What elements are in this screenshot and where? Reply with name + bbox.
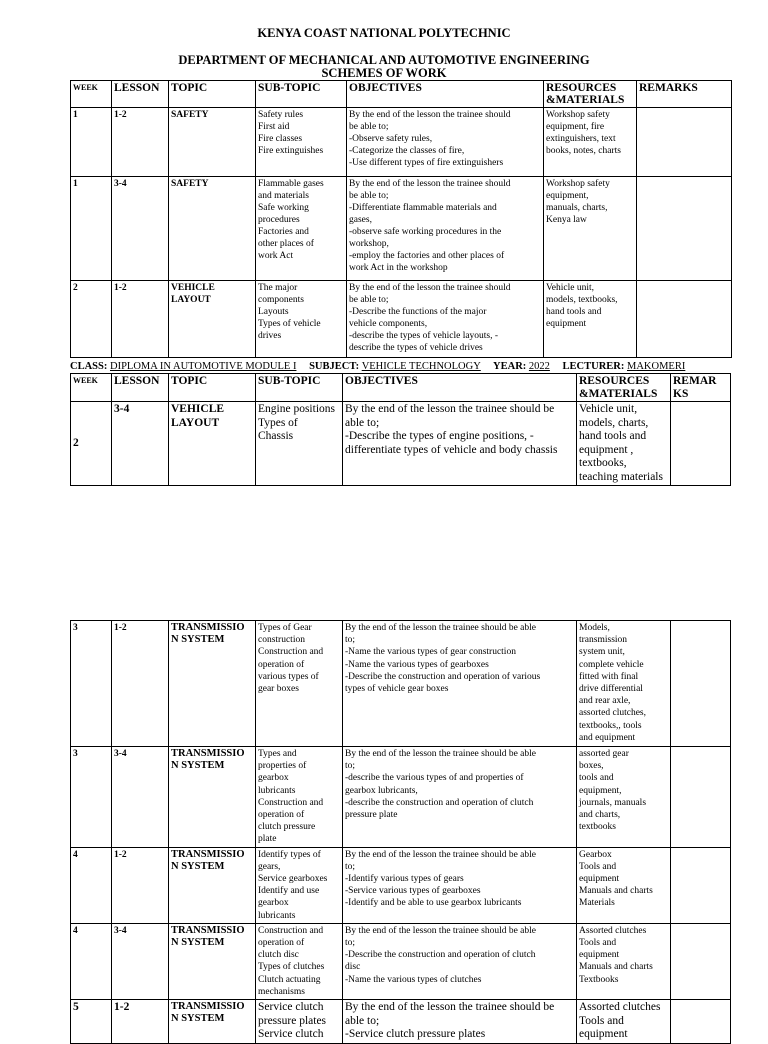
resources-line: Workshop safety xyxy=(546,110,610,120)
topic-line: VEHICLE xyxy=(171,283,215,293)
table-row xyxy=(71,1000,731,1044)
week-cell: 2 xyxy=(71,402,112,486)
subtopic-cell xyxy=(256,108,347,177)
subtopic-line: procedures xyxy=(258,215,300,225)
lesson-cell: 3-4 xyxy=(112,923,169,999)
topic-line: N SYSTEM xyxy=(171,936,225,948)
resources-line: Workshop safety xyxy=(546,179,610,189)
objectives-cell xyxy=(343,621,577,747)
col-resources-header: RESOURCES &MATERIALS xyxy=(577,374,671,402)
subtopic-line: Service gearboxes xyxy=(258,874,328,885)
resources-line: manuals, charts, xyxy=(546,203,608,213)
col-week-header: WEEK xyxy=(71,81,112,108)
objectives-line: be able to; xyxy=(349,295,389,305)
subtopic-cell xyxy=(256,747,343,848)
lesson-cell: 1-2 xyxy=(112,847,169,923)
subtopic-line: Fire extinguishes xyxy=(258,146,324,156)
table-header-row xyxy=(71,81,732,108)
col-lesson-header: LESSON xyxy=(112,81,169,108)
objectives-line: gases, xyxy=(349,215,372,225)
table-row xyxy=(71,281,732,358)
week-cell: 3 xyxy=(71,621,112,747)
subtopic-line: construction xyxy=(258,635,305,646)
objectives-line: -Describe the functions of the major xyxy=(349,307,487,317)
subtopic-line: lubricants xyxy=(258,785,296,796)
resources-line: equipment xyxy=(579,1028,628,1041)
subtopic-line: operation of xyxy=(258,659,305,670)
objectives-cell xyxy=(343,847,577,923)
col-subtopic-header: SUB-TOPIC xyxy=(256,374,343,402)
resources-line: models, textbooks, xyxy=(546,295,618,305)
objectives-line: -Describe the construction and operation of various xyxy=(345,671,541,682)
objectives-line: differentiate types of vehicle and body chassis xyxy=(345,443,558,456)
resources-line: Kenya law xyxy=(546,215,587,225)
topic-line: LAYOUT xyxy=(171,295,211,305)
col-objectives-header: OBJECTIVES xyxy=(343,374,577,402)
objectives-line: -Categorize the classes of fire, xyxy=(349,146,465,156)
table-row xyxy=(71,923,731,999)
subtopic-line: gear boxes xyxy=(258,684,299,695)
department-title: DEPARTMENT OF MECHANICAL AND AUTOMOTIVE ENGINEERING xyxy=(178,53,590,67)
resources-line: teaching materials xyxy=(579,470,663,483)
objectives-line: -describe the various types of and properties of xyxy=(345,773,524,784)
topic-line: TRANSMISSIO xyxy=(171,622,245,633)
objectives-line: By the end of the lesson the trainee should xyxy=(349,283,511,293)
topic-cell xyxy=(169,747,256,848)
resources-line: models, charts, xyxy=(579,416,649,429)
objectives-line: gearbox lubricants, xyxy=(345,785,418,796)
topic-line: N SYSTEM xyxy=(171,760,225,771)
objectives-line: -Service various types of gearboxes xyxy=(345,886,481,897)
col-week-header: WEEK xyxy=(71,374,112,402)
resources-line: fitted with final xyxy=(579,671,639,682)
objectives-line: -employ the factories and other places of xyxy=(349,251,505,261)
objectives-line: -describe the construction and operation of clutch xyxy=(345,797,534,808)
objectives-line: describe the types of vehicle drives xyxy=(349,343,483,353)
remarks-cell xyxy=(671,402,731,486)
subtopic-line: pressure plates xyxy=(258,1014,327,1027)
topic-line: VEHICLE xyxy=(171,403,225,415)
resources-line: Manuals and charts xyxy=(579,962,653,973)
subtopic-line: Types of xyxy=(258,416,298,429)
remarks-cell xyxy=(671,923,731,999)
topic-cell xyxy=(169,923,256,999)
subtopic-line: gears, xyxy=(258,861,281,872)
topic-cell xyxy=(169,281,256,358)
resources-line: equipment , xyxy=(579,443,634,456)
lesson-cell: 1-2 xyxy=(112,621,169,747)
resources-cell xyxy=(577,402,671,486)
subtopic-line: Construction and xyxy=(258,647,324,658)
resources-line: journals, manuals xyxy=(579,797,647,808)
objectives-cell xyxy=(343,747,577,848)
document-title: SCHEMES OF WORK xyxy=(321,66,447,80)
objectives-line: able to; xyxy=(345,416,380,429)
col-subtopic-header: SUB-TOPIC xyxy=(256,81,347,108)
resources-line: equipment xyxy=(546,319,587,329)
remarks-cell xyxy=(637,108,732,177)
objectives-line: -Describe the construction and operation of clutch xyxy=(345,950,536,961)
subtopic-cell xyxy=(256,621,343,747)
subtopic-line: Types of clutches xyxy=(258,962,325,973)
week-cell: 1 xyxy=(71,177,112,281)
week-cell: 4 xyxy=(71,923,112,999)
objectives-cell xyxy=(343,923,577,999)
week-cell: 2 xyxy=(71,281,112,358)
topic-line: N SYSTEM xyxy=(171,1013,225,1025)
subtopic-line: Safe working xyxy=(258,203,309,213)
subtopic-line: properties of xyxy=(258,761,307,772)
class-value: DIPLOMA IN AUTOMOTIVE MODULE I xyxy=(109,361,297,372)
objectives-line: -Identify various types of gears xyxy=(345,874,464,885)
subtopic-cell xyxy=(256,177,347,281)
resources-line: and charts, xyxy=(579,810,621,821)
subtopic-line: Types of Gear xyxy=(258,623,312,633)
subtopic-cell xyxy=(256,1000,343,1044)
resources-line: complete vehicle xyxy=(579,659,644,670)
lesson-cell: 1-2 xyxy=(112,1000,169,1044)
resources-line: extinguishers, text xyxy=(546,134,616,144)
topic-cell xyxy=(169,1000,256,1044)
objectives-line: vehicle components, xyxy=(349,319,428,329)
objectives-line: -Observe safety rules, xyxy=(349,134,433,144)
resources-line: Tools and xyxy=(579,938,617,949)
lesson-cell: 3-4 xyxy=(112,402,169,486)
table-row xyxy=(71,108,732,177)
scheme-table-1 xyxy=(70,80,732,358)
resources-line: books, notes, charts xyxy=(546,146,621,156)
topic-cell xyxy=(169,402,256,486)
resources-line: hand tools and xyxy=(546,307,602,317)
resources-line: Materials xyxy=(579,898,615,909)
topic-line: N SYSTEM xyxy=(171,634,225,645)
objectives-line: -Differentiate flammable materials and xyxy=(349,203,497,213)
subtopic-cell xyxy=(256,923,343,999)
lesson-cell: 3-4 xyxy=(112,177,169,281)
topic-line: LAYOUT xyxy=(171,416,220,429)
lesson-cell: 1-2 xyxy=(112,281,169,358)
objectives-line: -Name the various types of gearboxes xyxy=(345,659,489,670)
objectives-cell xyxy=(347,281,544,358)
resources-line: Models, xyxy=(579,623,610,633)
resources-line: tools and xyxy=(579,773,614,784)
col-topic-header: TOPIC xyxy=(169,374,256,402)
subtopic-line: gearbox xyxy=(258,898,289,909)
subtopic-line: Construction and xyxy=(258,797,324,808)
objectives-line: By the end of the lesson the trainee should xyxy=(349,179,511,189)
resources-cell xyxy=(577,847,671,923)
objectives-line: By the end of the lesson the trainee should be able xyxy=(345,849,537,860)
col-lesson-header: LESSON xyxy=(112,374,169,402)
subtopic-line: Layouts xyxy=(258,307,289,317)
resources-line: Vehicle unit, xyxy=(546,283,595,293)
table-row xyxy=(71,747,731,848)
resources-cell xyxy=(577,1000,671,1044)
objectives-line: By the end of the lesson the trainee should be xyxy=(345,1001,555,1014)
objectives-line: to; xyxy=(345,761,356,772)
objectives-line: -Describe the types of engine positions, - xyxy=(345,430,534,442)
topic-cell: SAFETY xyxy=(169,108,256,177)
table-row xyxy=(71,621,731,747)
objectives-line: -Name the various types of gear construction xyxy=(345,647,516,658)
resources-line: Tools and xyxy=(579,861,617,872)
col-topic-header: TOPIC xyxy=(169,81,256,108)
subject-value: VEHICLE TECHNOLOGY xyxy=(361,361,481,372)
subtopic-line: Identify and use xyxy=(258,886,320,897)
resources-line: textbooks,, tools xyxy=(579,720,642,731)
subtopic-cell xyxy=(256,281,347,358)
col-resources-header: RESOURCES &MATERIALS xyxy=(544,81,637,108)
topic-line: N SYSTEM xyxy=(171,860,225,872)
subtopic-line: Safety rules xyxy=(258,110,304,120)
subtopic-line: clutch pressure xyxy=(258,822,316,833)
resources-line: Textbooks xyxy=(579,974,619,985)
col-remarks-header: REMARKS xyxy=(637,81,732,108)
objectives-line: types of vehicle gear boxes xyxy=(345,684,449,695)
objectives-cell xyxy=(343,402,577,486)
resources-line: equipment xyxy=(579,874,620,885)
topic-line: TRANSMISSIO xyxy=(171,748,245,759)
subtopic-line: and materials xyxy=(258,191,309,201)
topic-line: TRANSMISSIO xyxy=(171,924,245,936)
subtopic-line: components xyxy=(258,295,304,305)
objectives-line: to; xyxy=(345,635,356,646)
remarks-cell xyxy=(671,747,731,848)
resources-line: Assorted clutches xyxy=(579,925,647,936)
table-1-body xyxy=(71,108,732,358)
resources-line: Manuals and charts xyxy=(579,886,653,897)
table-2-body xyxy=(71,402,731,486)
lecturer-value: MAKOMERI xyxy=(627,361,686,372)
subtopic-line: Chassis xyxy=(258,430,294,442)
resources-line: and rear axle, xyxy=(579,696,631,707)
subtopic-line: operation of xyxy=(258,938,305,949)
resources-line: Vehicle unit, xyxy=(579,403,638,415)
subtopic-line: plate xyxy=(258,834,277,845)
lesson-cell: 3-4 xyxy=(112,747,169,848)
resources-line: equipment, fire xyxy=(546,122,605,132)
week-cell: 5 xyxy=(71,1000,112,1044)
resources-line: equipment xyxy=(579,950,620,961)
lesson-cell: 1-2 xyxy=(112,108,169,177)
objectives-line: By the end of the lesson the trainee should be able xyxy=(345,749,537,759)
objectives-cell xyxy=(347,177,544,281)
subtopic-line: Flammable gases xyxy=(258,179,324,189)
resources-line: assorted gear xyxy=(579,749,629,759)
week-cell: 4 xyxy=(71,847,112,923)
subtopic-line: lubricants xyxy=(258,910,296,921)
objectives-line: By the end of the lesson the trainee should be xyxy=(345,403,555,415)
objectives-line: pressure plate xyxy=(345,810,398,821)
subtopic-line: Fire classes xyxy=(258,134,303,144)
year-value: 2022 xyxy=(528,361,550,372)
resources-line: Gearbox xyxy=(579,849,612,860)
objectives-line: workshop, xyxy=(349,239,389,249)
subtopic-line: Construction and xyxy=(258,925,324,936)
resources-line: textbooks, xyxy=(579,457,627,469)
objectives-line: -observe safe working procedures in the xyxy=(349,227,502,237)
subtopic-line: operation of xyxy=(258,810,305,821)
objectives-line: able to; xyxy=(345,1014,380,1027)
resources-line: and equipment xyxy=(579,732,636,743)
table-3-body xyxy=(71,621,731,1044)
subtopic-line: Service clutch xyxy=(258,1001,324,1014)
class-info-line: CLASS: DIPLOMA IN AUTOMOTIVE MODULE I SUBJECT: VEHICLE TECHNOLOGY YEAR: 2022 LECTURER: MAKOMERI xyxy=(70,361,686,372)
col-remarks-header: REMAR KS xyxy=(671,374,731,402)
objectives-line: disc xyxy=(345,962,361,973)
table-row xyxy=(71,177,732,281)
resources-cell xyxy=(577,923,671,999)
subtopic-line: gearbox xyxy=(258,773,289,784)
institution-title: KENYA COAST NATIONAL POLYTECHNIC xyxy=(257,26,511,40)
remarks-cell xyxy=(637,177,732,281)
resources-line: equipment, xyxy=(579,785,622,796)
subtopic-cell xyxy=(256,847,343,923)
resources-line: boxes, xyxy=(579,761,604,772)
topic-line: TRANSMISSIO xyxy=(171,1001,245,1013)
subtopic-line: Clutch actuating xyxy=(258,974,321,985)
resources-line: Assorted clutches xyxy=(579,1001,661,1014)
table-row xyxy=(71,402,731,486)
remarks-cell xyxy=(637,281,732,358)
resources-cell xyxy=(577,747,671,848)
objectives-line: be able to; xyxy=(349,122,389,132)
topic-cell xyxy=(169,621,256,747)
resources-line: drive differential xyxy=(579,684,643,695)
topic-cell xyxy=(169,847,256,923)
subtopic-line: Factories and xyxy=(258,227,309,237)
subtopic-line: Types of vehicle xyxy=(258,319,321,329)
subtopic-line: Identify types of xyxy=(258,849,321,860)
resources-line: Tools and xyxy=(579,1014,624,1027)
remarks-cell xyxy=(671,1000,731,1044)
remarks-cell xyxy=(671,621,731,747)
subtopic-cell xyxy=(256,402,343,486)
remarks-cell xyxy=(671,847,731,923)
objectives-line: By the end of the lesson the trainee should be able xyxy=(345,623,537,633)
topic-cell: SAFETY xyxy=(169,177,256,281)
objectives-line: By the end of the lesson the trainee should be able xyxy=(345,925,537,936)
subtopic-line: Engine positions xyxy=(258,403,335,415)
resources-line: equipment, xyxy=(546,191,589,201)
topic-line: TRANSMISSIO xyxy=(171,848,245,860)
resources-cell xyxy=(544,177,637,281)
resources-cell xyxy=(577,621,671,747)
table-header-row xyxy=(71,374,731,402)
table-row xyxy=(71,847,731,923)
objectives-cell xyxy=(347,108,544,177)
week-cell: 1 xyxy=(71,108,112,177)
objectives-line: -Service clutch pressure plates xyxy=(345,1028,486,1041)
resources-line: system unit, xyxy=(579,647,625,658)
objectives-line: -Use different types of fire extinguishers xyxy=(349,158,504,168)
resources-line: hand tools and xyxy=(579,430,647,442)
resources-line: assorted clutches, xyxy=(579,708,647,719)
subtopic-line: The major xyxy=(258,283,298,293)
resources-cell xyxy=(544,281,637,358)
objectives-line: to; xyxy=(345,938,356,949)
subtopic-line: other places of xyxy=(258,239,314,249)
subtopic-line: mechanisms xyxy=(258,986,305,997)
objectives-line: be able to; xyxy=(349,191,389,201)
objectives-line: -Name the various types of clutches xyxy=(345,974,482,985)
resources-cell xyxy=(544,108,637,177)
objectives-line: By the end of the lesson the trainee should xyxy=(349,110,511,120)
scheme-table-2 xyxy=(70,373,731,486)
objectives-line: -Identify and be able to use gearbox lubricants xyxy=(345,898,522,909)
objectives-line: work Act in the workshop xyxy=(349,263,448,273)
objectives-cell xyxy=(343,1000,577,1044)
subtopic-line: Types and xyxy=(258,749,297,759)
subtopic-line: drives xyxy=(258,331,282,341)
resources-line: transmission xyxy=(579,635,628,646)
objectives-line: to; xyxy=(345,861,356,872)
resources-line: textbooks xyxy=(579,822,616,833)
objectives-line: -describe the types of vehicle layouts, - xyxy=(349,331,499,341)
col-objectives-header: OBJECTIVES xyxy=(347,81,544,108)
subtopic-line: work Act xyxy=(258,251,294,261)
subtopic-line: clutch disc xyxy=(258,950,299,961)
subtopic-line: First aid xyxy=(258,122,290,132)
week-cell: 3 xyxy=(71,747,112,848)
subtopic-line: various types of xyxy=(258,671,319,682)
subtopic-line: Service clutch xyxy=(258,1028,324,1041)
scheme-table-3 xyxy=(70,620,731,1044)
